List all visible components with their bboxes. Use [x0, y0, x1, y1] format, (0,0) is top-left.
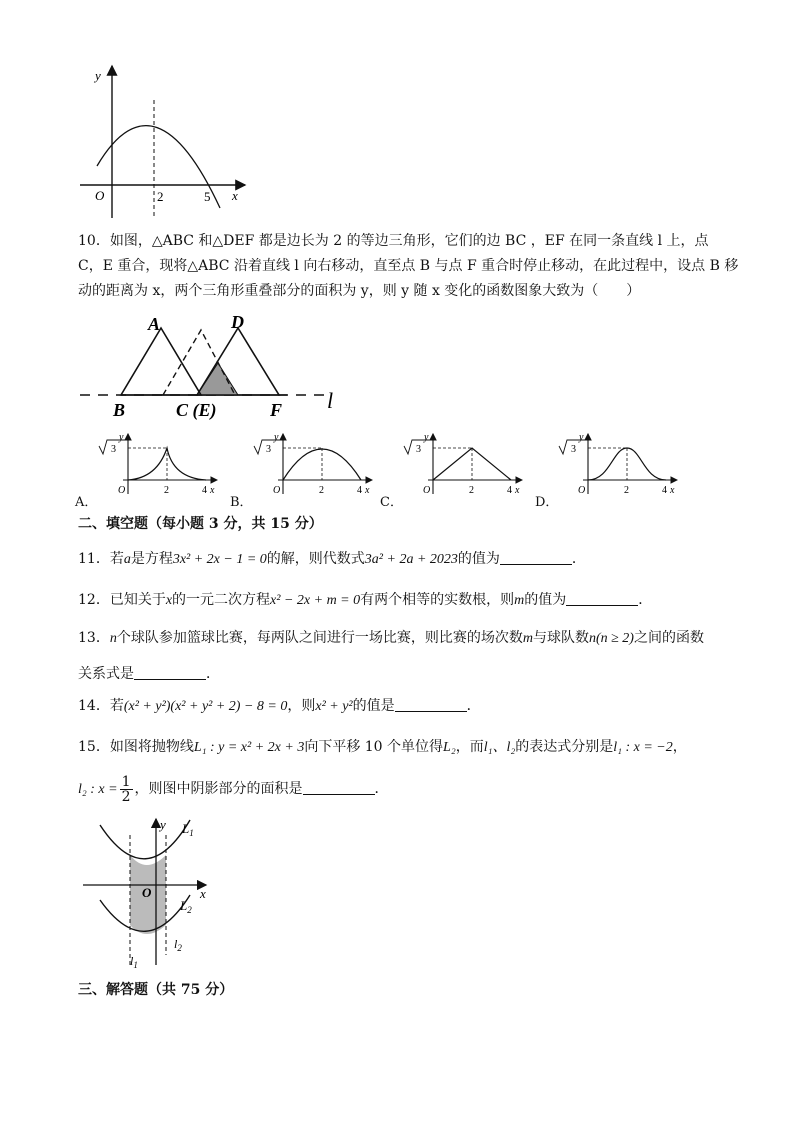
x-label: x [670, 485, 675, 496]
answer-blank-15[interactable] [303, 780, 375, 795]
q14: 14．若(x² + y²)(x² + y² + 2) − 8 = 0，则x² + y²的值是 ． [78, 698, 481, 714]
label-CE: C (E) [176, 400, 217, 420]
svg-text:y: y [160, 817, 166, 832]
label-B: B [113, 400, 126, 420]
sqrt3-label: 3 [571, 444, 576, 455]
option-B-graph[interactable] [250, 428, 380, 506]
tick-4: 4 [662, 485, 667, 496]
y-label: y [274, 432, 279, 443]
option-C-graph[interactable] [400, 428, 530, 506]
tick-2: 2 [319, 485, 324, 496]
section-2-heading: 二、填空题（每小题 3 分，共 15 分） [78, 516, 323, 532]
x-label: x [365, 485, 370, 496]
figure-parabola-vertex-2 [75, 58, 255, 228]
y-label: y [119, 432, 124, 443]
q12: 12．已知关于x的一元二次方程x² − 2x + m = 0有两个相等的实数根，则m的值为 ． [78, 592, 653, 608]
y-axis-label: y [95, 68, 101, 83]
option-D-label[interactable]: D． [535, 495, 559, 510]
figure-triangles [75, 308, 355, 426]
svg-text:O: O [142, 885, 152, 900]
sqrt3-label: 3 [416, 444, 421, 455]
q10-line-2: C，E 重合，现将△ABC 沿着直线 l 向右移动，直至点 B 与点 F 重合时停止移动，在此过程中，设点 B 移 [78, 258, 739, 274]
svg-text:x: x [200, 886, 206, 901]
answer-blank-13[interactable] [134, 665, 206, 680]
answer-blank-14[interactable] [395, 697, 467, 712]
option-B-label[interactable]: B． [230, 495, 253, 510]
answer-blank-11[interactable] [500, 550, 572, 565]
answer-blank-12[interactable] [566, 591, 638, 606]
q15-line-2: l₂ : x = $\frac{1}{2}$ ，则图中阴影部分的面积是 ． [78, 773, 389, 805]
tick-4: 4 [202, 485, 207, 496]
option-A-label[interactable]: A． [75, 495, 98, 510]
q10-line-3: 动的距离为 x，两个三角形重叠部分的面积为 y，则 y 随 x 变化的函数图象大致为（ ） [78, 283, 641, 299]
tick-2: 2 [624, 485, 629, 496]
option-A-graph[interactable] [95, 428, 225, 506]
y-label: y [579, 432, 584, 443]
label-D: D [231, 312, 244, 332]
tick-label-2: 2 [157, 189, 164, 204]
x-label: x [515, 485, 520, 496]
label-l: l [327, 388, 334, 413]
x-label: x [210, 485, 215, 496]
figure-parabolas-shaded [78, 815, 218, 973]
tick-label-5: 5 [204, 189, 211, 204]
tick-4: 4 [357, 485, 362, 496]
sqrt3-label: 3 [266, 444, 271, 455]
q13-line-2: 关系式是 ． [78, 666, 220, 682]
q11: 11．若a是方程3x² + 2x − 1 = 0的解，则代数式3a² + 2a + 2023的值为 ． [78, 551, 586, 567]
tick-4: 4 [507, 485, 512, 496]
label-L1: $L_1$ [182, 821, 194, 838]
q15-line-1: 15．如图将抛物线L₁ : y = x² + 2x + 3向下平移 10 个单位得L₂，而l₁、l₂的表达式分别是l₁ : x = −2， [78, 739, 687, 755]
y-label: y [424, 432, 429, 443]
section-3-heading: 三、解答题（共 75 分） [78, 982, 234, 998]
origin-label: O [273, 485, 281, 496]
origin-label: O [95, 188, 105, 203]
label-l1: $l_1$ [130, 954, 138, 970]
origin-label: O [118, 485, 126, 496]
origin-label: O [423, 485, 431, 496]
option-D-graph[interactable] [555, 428, 685, 506]
label-F: F [270, 400, 283, 420]
tick-2: 2 [469, 485, 474, 496]
fraction-one-half: $\frac{1}{2}$ [121, 773, 131, 805]
tick-2: 2 [164, 485, 169, 496]
option-C-label[interactable]: C． [380, 495, 403, 510]
parabola-L1 [100, 820, 190, 859]
label-l2: $l_2$ [174, 937, 182, 953]
x-axis-label: x [232, 188, 238, 203]
label-A: A [148, 314, 161, 334]
label-L2: $L_2$ [180, 898, 192, 915]
q13-line-1: 13．n个球队参加篮球比赛，每两队之间进行一场比赛，则比赛的场次数m与球队数n(n ≥ 2)之间的函数 [78, 630, 704, 646]
origin-label: O [578, 485, 586, 496]
q10-line-1: 10．如图，△ABC 和△DEF 都是边长为 2 的等边三角形，它们的边 BC ，EF 在同一条直线 l 上，点 [78, 233, 709, 249]
triangle-abc [121, 328, 201, 395]
sqrt3-label: 3 [111, 444, 116, 455]
